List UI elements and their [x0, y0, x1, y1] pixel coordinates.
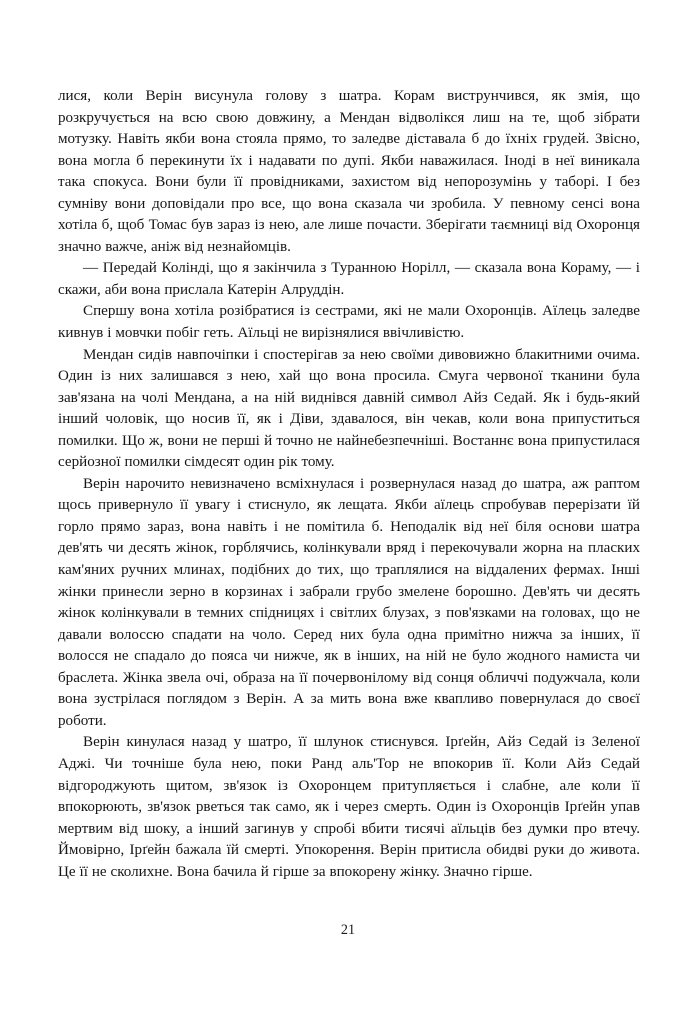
paragraph: Верін нарочито невизначено всміхнулася і розвернулася назад до шатра, аж раптом щось привернуло її увагу і стиснуло, як лещата. Якби аїлець спробував перерізати їй горло прямо зараз, вона навіть і не помітила б. Неподалік від неї біля основи шатра дев'ять чи десять жінок, горблячись, колінкували вряд і перекочували жорна на пласких кам'яних ручних млинах, подібних до тих, що траплялися на віддалених фермах. Інші жінки принесли зерно в корзинах і забрали грубо змелене борошно. Дев'ять чи десять жінок колінкували в темних спідницях і світлих блузах, з пов'язками на головах, що не давали волоссю спадати на чоло. Серед них була одна примітно нижча за інших, її волосся не спадало до пояса чи нижче, як в інших, на ній не було жодного намиста чи браслета. Жінка звела очі, образа на її почервонілому від сонця обличчі подужчала, коли вона зустрілася поглядом з Верін. А за мить вона вже квапливо повернулася до своєї роботи. — [58, 475, 640, 729]
page-number: 21 — [340, 922, 356, 938]
paragraph: лися, коли Верін висунула голову з шатра. Корам виструнчився, як змія, що розкручується на всю свою довжину, а Мендан відволікся лиш на те, щоб зібрати мотузку. Навіть якби вона стояла прямо, то заледве діставала б до їхніх грудей. Звісно, вона могла б перекинути їх і надавати по дупі. Якби наважилася. Іноді в неї виникала така спокуса. Вони були її провідниками, захистом від непорозумінь у таборі. І без сумніву вони доповідали про все, що вона сказала чи зробила. У певному сенсі вона хотіла б, щоб Томас був зараз із нею, але лише почасти. Зберігати таємниці від Охоронця значно важче, аніж від незнайомців. — [58, 88, 640, 255]
paragraph-dialogue: — Передай Колінді, що я закінчила з Туранною Норілл, — сказала вона Кораму, — і скажи, аби вона прислала Катерін Алруддін. — [58, 260, 640, 298]
paragraph: Мендан сидів навпочіпки і спостерігав за нею своїми дивовижно блакитними очима. Один із них залишався з нею, хай що вона просила. Смуга червоної тканини була зав'язана на чолі Мендана, а на ній виднівся давній символ Айз Седай. Як і будь-який інший чоловік, що носив її, як і Діви, здавалося, він чекав, коли вона припуститься помилки. Що ж, вони не перші й точно не найнебезпечніші. Востаннє вона припустилася серйозної помилки сімдесят один рік тому. — [58, 346, 640, 471]
paragraph: Верін кинулася назад у шатро, її шлунок стиснувся. Ірґейн, Айз Седай із Зеленої Аджі. Чи точніше була нею, поки Ранд аль'Тор не впокорив її. Коли Айз Седай відгороджують щитом, зв'язок із Охоронцем притупляється і слабне, але коли її впокорюють, зв'язок рветься так само, як і через смерть. Один із Охоронців Ірґейн упав мертвим від шоку, а інший загинув у спробі вбити тисячі аїльців без думки про втечу. Ймовірно, Ірґейн бажала їй смерті. Упокорення. Верін притисла обидві руки до живота. Це її не сколихне. Вона бачила й гірше за впокорену жінку. Значно гірше. — [58, 734, 640, 880]
paragraph: Спершу вона хотіла розібратися із сестрами, які не мали Охоронців. Аїлець заледве кивнув і мовчки побіг геть. Аїльці не вирізнялися ввічливістю. — [58, 303, 640, 342]
body-text-column — [58, 86, 640, 883]
